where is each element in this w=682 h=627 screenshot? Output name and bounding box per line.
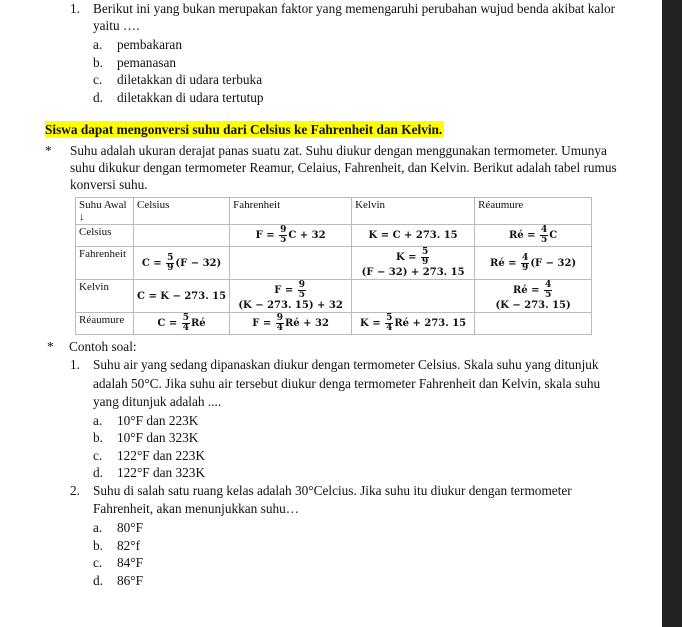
formula-cell [475,225,592,247]
denominator: 9 [421,257,429,267]
formula-lhs: Ré = [490,257,521,269]
question-text: Suhu di salah satu ruang kelas adalah 30°Celcius. Jika suhu itu diukur dengan termometer [93,482,572,498]
option-letter: c. [93,72,103,87]
numerator: 5 [386,313,393,323]
formula-cell [352,225,475,247]
numerator: 9 [276,313,283,323]
formula-rhs: Ré + 273. 15 [394,318,467,329]
formula-cell [475,247,592,280]
formula-cell [134,313,230,335]
column-header: Réaumure [475,198,592,225]
option-letter: d. [93,89,103,105]
numerator: 9 [298,280,305,290]
section-heading: Siswa dapat mengonversi suhu dari Celsius ke Fahrenheit dan Kelvin. [45,122,443,137]
option-letter: a. [93,37,103,52]
formula-rhs: (F − 32) [530,257,577,269]
option-letter: c. [93,555,103,571]
column-header: Suhu Awal ↓ [76,198,134,225]
fraction [182,314,190,333]
table-row [76,247,592,280]
formula-lhs: C = [157,318,181,329]
window-edge [662,0,682,627]
formula-cell [475,313,592,335]
option-text: diletakkan di udara tertutup [117,89,264,105]
formula-cell [230,247,352,280]
question-text: Suhu air yang sedang dipanaskan diukur dengan termometer Celsius. Skala suhu yang ditunjuk [93,357,599,372]
row-header: Celsius [76,225,134,247]
option-text: 82°f [117,537,141,553]
denominator: 9 [167,262,174,273]
formula-cell [352,280,475,313]
paragraph-line: konversi suhu. [70,177,148,192]
fraction [421,248,429,267]
option-text: 84°F [117,555,144,571]
fraction [276,314,284,333]
row-header: Réaumure [76,313,134,335]
option-text: 10°F dan 223K [117,412,199,428]
question-text: adalah 50°C. Jika suhu air tersebut diukur denga termometer Fahrenheit dan Kelvin, skala suhu [93,375,601,391]
formula-lhs: K = [360,318,385,329]
denominator: 4 [386,323,393,333]
formula-rhs: (F − 32) + 273. 15 [361,267,465,278]
option-text: 10°F dan 323K [117,430,199,446]
question-number: 1. [70,357,80,372]
option-text: pembakaran [117,37,182,52]
examples-title: Contoh soal: [69,339,137,354]
formula-cell [134,247,230,280]
bullet: * [45,143,52,158]
denominator: 9 [522,262,529,273]
denominator: 5 [544,290,552,300]
formula-lhs: Ré = [512,285,543,296]
table-row [76,225,592,247]
fraction [166,254,174,273]
option-letter: b. [93,54,103,70]
question-text: Berikut ini yang bukan merupakan faktor yang memengaruhi perubahan wujud benda akibat kalor [93,1,616,16]
option-letter: a. [93,412,103,428]
numerator: 5 [421,247,429,257]
option-letter: b. [93,430,103,446]
column-header: Celsius [134,198,230,225]
formula-cell [352,247,475,280]
table-header-row [76,198,592,225]
question-number: 2. [70,482,80,498]
conversion-table [75,197,592,335]
table-row [76,313,592,335]
question-text: yang ditunjuk adalah .... [93,394,222,409]
option-text: pemanasan [117,54,177,70]
bullet: * [47,339,54,354]
option-text: diletakkan di udara terbuka [117,72,263,87]
numerator: 4 [522,252,529,263]
paragraph-line: Suhu adalah ukuran derajat panas suatu zat. Suhu diukur dengan menggunakan termometer. Umunya [70,143,607,158]
table-row [76,280,592,313]
denominator: 4 [182,323,189,333]
formula-lhs: K = C + 273. 15 [368,230,458,241]
formula-cell [134,280,230,313]
option-text: 86°F [117,572,144,588]
fraction [521,254,529,273]
formula-cell [134,225,230,247]
formula-cell [475,280,592,313]
formula-cell [230,280,352,313]
numerator: 4 [540,225,548,235]
option-text: 80°F [117,519,144,535]
fraction [385,314,393,333]
option-letter: a. [93,519,103,535]
formula-rhs: C [549,230,558,241]
numerator: 9 [280,225,287,235]
question-number: 1. [70,1,80,16]
fraction [279,226,287,245]
formula-lhs: F = [252,318,275,329]
formula-lhs: C = [141,257,166,269]
denominator: 5 [280,235,287,245]
formula-lhs: Ré = [508,230,539,241]
column-header: Kelvin [352,198,475,225]
formula-lhs: F = [255,230,279,241]
option-letter: d. [93,465,103,481]
question-text: Fahrenheit, akan menunjukkan suhu… [93,501,300,517]
denominator: 5 [540,235,548,245]
formula-lhs: F = [274,285,297,296]
formula-cell [230,313,352,335]
option-letter: b. [93,537,103,553]
numerator: 4 [544,280,552,290]
formula-rhs: (K − 273. 15) [495,300,571,311]
formula-rhs: C + 32 [288,230,326,241]
formula-rhs: (K − 273. 15) + 32 [238,300,343,311]
denominator: 5 [298,290,305,300]
denominator: 4 [276,323,283,333]
formula-rhs: Ré [190,318,206,329]
row-header: Fahrenheit [76,247,134,280]
formula-rhs: (F − 32) [175,257,222,269]
option-letter: d. [93,572,103,588]
option-letter: c. [93,447,103,463]
numerator: 5 [182,313,189,323]
formula-cell [230,225,352,247]
fraction [540,226,548,245]
fraction [298,281,306,300]
paragraph-line: suhu dikukur dengan termometer Reamur, Celaius, Fahrenheit, dan Kelvin. Berikut adalah tabel rumus [70,160,617,175]
formula-cell [352,313,475,335]
formula-lhs: C = K − 273. 15 [137,290,227,302]
formula-rhs: Ré + 32 [284,318,329,329]
option-text: 122°F dan 323K [117,465,206,481]
formula-lhs: K = [395,252,420,263]
column-header: Fahrenheit [230,198,352,225]
numerator: 5 [167,252,174,263]
question-text: yaitu …. [93,18,140,33]
row-header: Kelvin [76,280,134,313]
option-text: 122°F dan 223K [117,447,206,463]
fraction [544,281,552,300]
